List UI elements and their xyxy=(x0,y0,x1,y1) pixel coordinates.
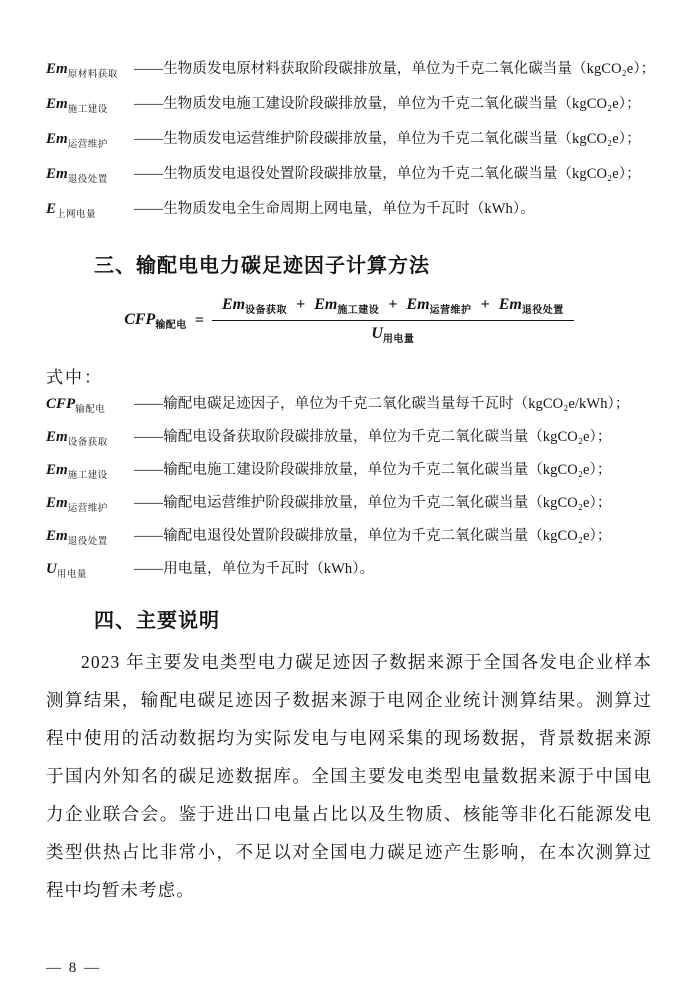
term-description: ——生物质发电退役处置阶段碳排放量，单位为千克二氧化碳当量（kgCO₂e）； xyxy=(134,166,641,182)
definition-item xyxy=(46,122,652,157)
definition-item xyxy=(46,52,656,87)
term-symbol: $Em_{退役处置}$ xyxy=(46,166,108,185)
definition-item xyxy=(46,192,652,227)
formula-term: $Em_{退役处置}$ xyxy=(498,296,564,317)
definition-item xyxy=(46,487,652,520)
term-description: ——生物质发电运营维护阶段碳排放量，单位为千克二氧化碳当量（kgCO₂e）； xyxy=(134,131,641,147)
term-description: ——输配电退役处置阶段碳排放量，单位为千克二氧化碳当量（kgCO₂e）； xyxy=(134,528,612,545)
term-description: ——生物质发电原材料获取阶段碳排放量，单位为千克二氧化碳当量（kgCO₂e）； xyxy=(134,61,656,77)
formula-denominator: $U_{用电量}$ xyxy=(371,325,415,346)
formula-row xyxy=(46,296,652,345)
term-symbol: $Em_{运营维护}$ xyxy=(46,495,108,515)
equals-sign: = xyxy=(194,311,204,329)
formula-numerator xyxy=(212,296,574,321)
term-symbol: $Em_{退役处置}$ xyxy=(46,528,108,548)
term-symbol: $Em_{施工建设}$ xyxy=(46,96,108,115)
term-description: ——输配电设备获取阶段碳排放量，单位为千克二氧化碳当量（kgCO₂e）； xyxy=(134,429,612,446)
term-description: ——输配电碳足迹因子，单位为千克二氧化碳当量每千瓦时（kgCO₂e/kWh）； xyxy=(134,396,630,413)
formula-term: $Em_{运营维护}$ xyxy=(406,296,472,317)
cfp-formula xyxy=(124,296,574,345)
term-symbol: $Em_{设备获取}$ xyxy=(46,429,108,449)
definition-item xyxy=(46,157,652,192)
plus-operator: + xyxy=(480,296,490,313)
definition-item xyxy=(46,87,652,122)
formula-lhs: $CFP_{输配电}$ xyxy=(124,310,187,331)
term-description: ——输配电运营维护阶段碳排放量，单位为千克二氧化碳当量（kgCO₂e）； xyxy=(134,495,612,512)
definition-item xyxy=(46,553,652,586)
definition-item xyxy=(46,388,652,421)
term-description: ——生物质发电全生命周期上网电量，单位为千瓦时（kWh）。 xyxy=(134,201,535,217)
term-symbol: $CFP_{输配电}$ xyxy=(46,396,106,416)
term-description: ——用电量，单位为千瓦时（kWh）。 xyxy=(134,561,375,578)
formula-term: $Em_{设备获取}$ xyxy=(221,296,288,317)
term-symbol: $Em_{施工建设}$ xyxy=(46,462,108,482)
section-heading-4: 四、主要说明 xyxy=(94,610,220,633)
definition-item xyxy=(46,454,652,487)
term-description: ——输配电施工建设阶段碳排放量，单位为千克二氧化碳当量（kgCO₂e）； xyxy=(134,462,612,479)
biomass-definition-list xyxy=(46,52,656,227)
plus-operator: + xyxy=(388,296,398,313)
term-symbol: $U_{用电量}$ xyxy=(46,561,87,581)
term-description: ——生物质发电施工建设阶段碳排放量，单位为千克二氧化碳当量（kgCO₂e）； xyxy=(134,96,641,112)
definition-item xyxy=(46,421,652,454)
transmission-definition-list xyxy=(46,388,652,586)
formula-fraction xyxy=(212,296,574,345)
section-heading-3: 三、输配电电力碳足迹因子计算方法 xyxy=(94,255,430,277)
where-label: 式中： xyxy=(46,368,103,388)
plus-operator: + xyxy=(296,296,306,313)
formula-term: $Em_{施工建设}$ xyxy=(314,296,380,317)
page-number: — 8 — xyxy=(46,960,101,976)
term-symbol: $E_{上网电量}$ xyxy=(46,201,97,220)
definition-item xyxy=(46,520,652,553)
term-symbol: $Em_{原材料获取}$ xyxy=(46,61,118,80)
term-symbol: $Em_{运营维护}$ xyxy=(46,131,108,150)
body-paragraph: 2023 年主要发电类型电力碳足迹因子数据来源于全国各发电企业样本测算结果，输配电碳足迹因子数据来源于电网企业统计测算结果。测算过程中使用的活动数据均为实际发电与电网采集的现场数据，背景数据来源于国内外知名的碳足迹数据库。全国主要发电类型电量数据来源于中国电力企业联合会。鉴于进出口电量占比以及生物质、核能等非化石能源发电类型供热占比非常小，不足以对全国电力碳足迹产生影响，在本次测算过程中均暂未考虑。 xyxy=(46,652,652,901)
